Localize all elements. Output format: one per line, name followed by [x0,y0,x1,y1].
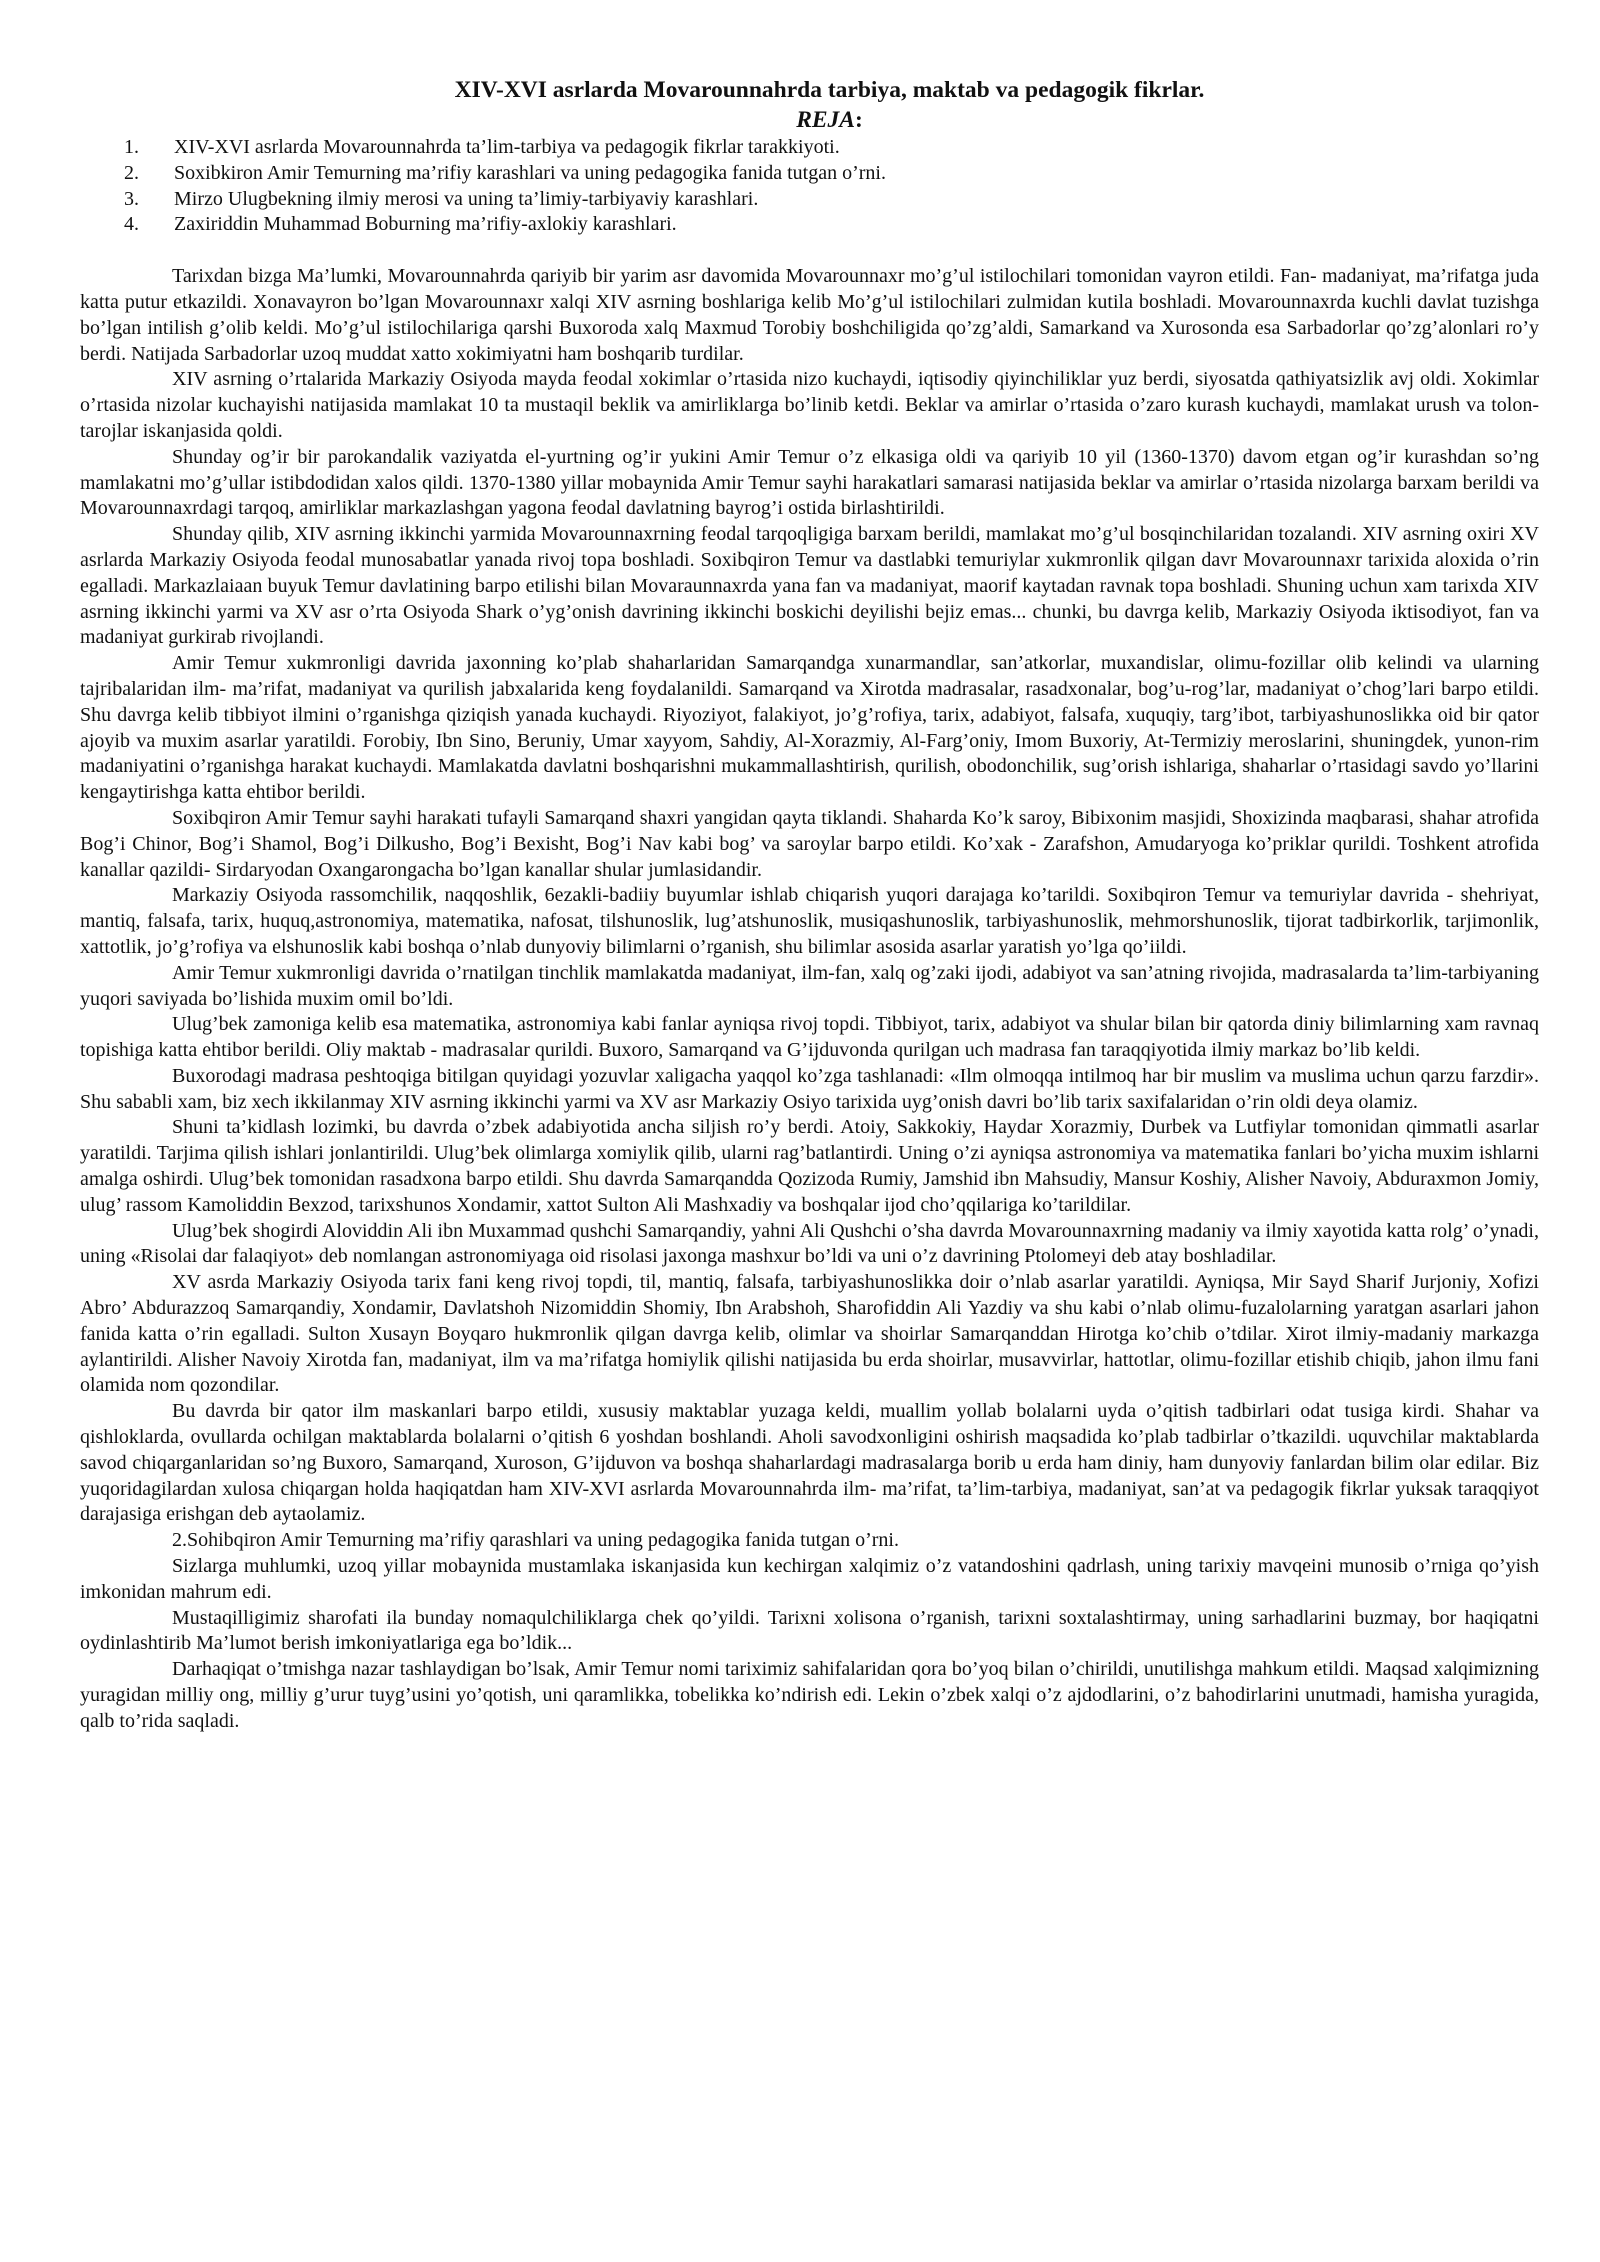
plan-item-number: 2. [124,161,139,184]
plan-item [80,212,1539,238]
document-title: XIV-XVI asrlarda Movarounnahrda tarbiya, maktab va pedagogik fikrlar. [454,77,1205,103]
section-heading: 2.Sohibqiron Amir Temurning ma’rifiy qarashlari va uning pedagogika fanida tutgan o’rni. [172,1529,899,1552]
plan-heading [120,105,1539,135]
plan-item-number: 1. [124,136,139,158]
plan-item [80,135,1539,161]
body-paragraph: Tarixdan bizga Ma’lumki, Movarounnahrda qariyib bir yarim asr davomida Movarounnaxr mo’g’ul istilochilari tomonidan vayron etildi. Fan- madaniyat, ma’rifatga juda katta putur etkazildi. Xonavayron bo’lgan Movarounnaxr xalqi XIV asrning boshlariga kelib Mo’g’ul istilochilari zulmidan kutila boshladi. Movarounnaxrda kuchli davlat tuzishga bo’lgan intilish g’olib keldi. Mo’g’ul istilochilariga qarshi Buxoroda xalq Maxmud Torobiy boshchiligida qo’zg’aldi, Samarkand va Xurosonda esa Sarbadorlar qo’zg’alonlari ro’y berdi. Natijada Sarbadorlar uzoq muddat xatto xokimiyatni ham boshqarib turdilar. [80,265,1539,365]
body-paragraph: Mustaqilligimiz sharofati ila bunday nomaqulchiliklarga chek qo’yildi. Tarixni xolisona o’rganish, tarixni soxtalashtirmay, uning sarhadlarini buzmay, bor haqiqatni oydinlashtirib Ma’lumot berish imkoniyatlariga ega bo’ldik... [80,1606,1539,1655]
body-paragraph: XIV asrning o’rtalarida Markaziy Osiyoda mayda feodal xokimlar o’rtasida nizo kuchaydi, iqtisodiy qiyinchiliklar yuz berdi, siyosatda qathiyatsizlik avj oldi. Xokimlar o’rtasida nizolar kuchayishi natijasida mamlakat 10 ta mustaqil beklik va amirliklarga bo’linib ketdi. Beklar va amirlar o’rtasida o’zaro kurash kuchaydi, mamlakat urush va tolon-tarojlar iskanjasida qoldi. [80,368,1539,442]
body-paragraph: XV asrda Markaziy Osiyoda tarix fani keng rivoj topdi, til, mantiq, falsafa, tarbiyashunoslikka doir o’nlab asarlar yaratildi. Ayniqsa, Mir Sayd Sharif Jurjoniy, Xofizi Abro’ Abdurazzoq Samarqandiy, Xondamir, Davlatshoh Nizomiddin Shomiy, Ibn Arabshoh, Sharofiddin Ali Yazdiy va shu kabi o’nlab olimu-fuzalolarning yaratgan asarlari jahon fanida katta o’rin egalladi. Sulton Xusayn Boyqaro hukmronlik qilgan davrga kelib, olimlar va shoirlar Samarqanddan Hirotga ko’chib o’tdilar. Xirot ilmiy-madaniy markazga aylantirildi. Alisher Navoiy Xirotda fan, madaniyat, ilm va ma’rifatga homiylik qilishi natijasida bu erda shoirlar, musavvirlar, hattotlar, olimu-fozillar etishib chiqib, jahon ilmu fani olamida nom qozondilar. [80,1271,1539,1397]
plan-heading-text: REJA [796,107,855,133]
body-paragraph: Shunday qilib, XIV asrning ikkinchi yarmida Movarounnaxrning feodal tarqoqligiga barxam berildi, mamlakat mo’g’ul bosqinchilaridan tozalandi. XIV asrning oxiri XV asrlarda Markaziy Osiyoda feodal munosabatlar yanada rivoj topa boshladi. Soxibqiron Temur va dastlabki temuriylar xukmronlik qilgan davr Movarounnaxr tarixida aloxida o’rin egalladi. Markazlaiaan buyuk Temur davlatining barpo etilishi bilan Movaraunnaxrda yana fan va madaniyat, maorif kaytadan ravnak topa boshladi. Shuning uchun xam tarixda XIV asrning ikkinchi yarmi va XV asr o’rta Osiyoda Shark o’yg’onish davrining ikkinchi boskichi deyilishi bejiz emas... chunki, bu davrga kelib, Markaziy Osiyoda iktisodiyot, fan va madaniyat gurkirab rivojlandi. [80,523,1539,649]
plan-item-text: XIV-XVI asrlarda Movarounnahrda ta’lim-tarbiya va pedagogik fikrlar tarakkiyoti. [174,136,840,158]
document-page [80,75,1539,1735]
plan-item-text: Soxibkiron Amir Temurning ma’rifiy karashlari va uning pedagogika fanida tutgan o’rni. [174,161,886,184]
body-paragraph: Markaziy Osiyoda rassomchilik, naqqoshlik, 6ezakli-badiiy buyumlar ishlab chiqarish yuqori darajaga ko’tarildi. Soxibqiron Temur va temuriylar davrida - shehriyat, mantiq, falsafa, tarix, huquq,astronomiya, matematika, nafosat, tilshunoslik, lug’atshunoslik, musiqashunoslik, tarbiyashunoslik, mehmorshunoslik, tijorat tadbirkorlik, tarjimonlik, xattotlik, jo’g’rofiya va elshunoslik kabi boshqa o’nlab dunyoviy bilimlarni o’rganish, shu bilimlar asosida asarlar yaratish yo’lga qo’iildi. [80,884,1539,958]
body-paragraph: Amir Temur xukmronligi davrida jaxonning ko’plab shaharlaridan Samarqandga xunarmandlar, san’atkorlar, muxandislar, olimu-fozillar olib kelindi va ularning tajribalaridan ilm- ma’rifat, madaniyat va qurilish jabxalarida keng foydalanildi. Samarqand va Xirotda madrasalar, rasadxonalar, bog’u-rog’lar, madaniyat o’chog’lari barpo etildi. Shu davrga kelib tibbiyot ilmini o’rganishga qiziqish yanada kuchaydi. Riyoziyot, falakiyot, jo’g’rofiya, tarix, adabiyot, falsafa, xuquqiy, targ’ibot, tarbiyashunoslikka oid bir qator ajoyib va muxim asarlar yaratildi. Forobiy, Ibn Sino, Beruniy, Umar xayyom, Sahdiy, Al-Xorazmiy, Al-Farg’oniy, Imom Buxoriy, At-Termiziy meroslarini, shuningdek, yunon-rim madaniyatini o’rganishga harakat kuchaydi. Mamlakatda davlatni boshqarishni mukammallashtirish, qurilish, obodonchilik, sug’orish ishlariga, shaharlar o’rtasidagi savdo yo’llarini kengaytirishga katta ehtibor berildi. [80,652,1539,804]
plan-item-text: Mirzo Ulugbekning ilmiy merosi va uning ta’limiy-tarbiyaviy karashlari. [174,187,759,210]
body-paragraph: Ulug’bek shogirdi Aloviddin Ali ibn Muxammad qushchi Samarqandiy, yahni Ali Qushchi o’sha davrda Movarounnaxrning madaniy va ilmiy xayotida katta rolg’ o’ynadi, uning «Risolai dar falaqiyot» deb nomlangan astronomiyaga oid risolasi jaxonga mashxur bo’ldi va uni o’z davrining Ptolomeyi deb atay boshladilar. [80,1219,1539,1268]
plan-list [80,135,1539,238]
body-paragraph: Shuni ta’kidlash lozimki, bu davrda o’zbek adabiyotida ancha siljish ro’y berdi. Atoiy, Sakkokiy, Haydar Xorazmiy, Durbek va Lutfiylar tomonidan qimmatli asarlar yaratildi. Tarjima qilish ishlari jonlantirildi. Ulug’bek olimlarga xomiylik qilib, ularni rag’batlantirdi. Uning o’zi ayniqsa astronomiya va matematika fanlari bo’yicha muxim ishlarni amalga oshirdi. Ulug’bek tomonidan rasadxona barpo etildi. Shu davrda Samarqandda Qozizoda Rumiy, Jamshid ibn Mahsudiy, Mansur Koshiy, Alisher Navoiy, Abduraxmon Jomiy, ulug’ rassom Kamoliddin Bexzod, tarixshunos Xondamir, xattot Sulton Ali Mashxadiy va boshqalar ijod cho’qqilariga ko’tarildilar. [80,1116,1539,1216]
body-paragraph: Ulug’bek zamoniga kelib esa matematika, astronomiya kabi fanlar ayniqsa rivoj topdi. Tibbiyot, tarix, adabiyot va shular bilan bir qatorda diniy bilimlarning xam ravnaq topishiga katta ehtibor berildi. Oliy maktab - madrasalar qurildi. Buxoro, Samarqand va G’ijduvonda qurilgan uch madrasa fan taraqqiyotida ilmiy markaz bo’lib keldi. [80,1013,1539,1062]
plan-item-number: 3. [124,187,139,210]
body-paragraph: Bu davrda bir qator ilm maskanlari barpo etildi, xususiy maktablar yuzaga keldi, muallim yollab bolalarni uyda o’qitish tadbirlari odat tusiga kirdi. Shahar va qishloklarda, ovullarda ochilgan maktablarda bolalarni o’qitish 6 yoshdan boshlandi. Aholi savodxonligini oshirish maqsadida ko’plab tadbirlar o’tkazildi. uquvchilar maktablarda savod chiqarganlaridan so’ng Buxoro, Samarqand, Xuroson, G’ijduvon va boshqa shaharlardagi madrasalarga borib u erda ham diniy, ham dunyoviy fanlardan bilim olar edilar. Biz yuqoridagilardan xulosa chiqargan holda haqiqatdan ham XIV-XVI asrlarda Movarounnahrda ilm- ma’rifat, ta’lim-tarbiya, madaniyat, san’at va pedagogik fikrlar yuksak taraqqiyot darajasiga erishgan deb aytaolamiz. [80,1400,1539,1526]
plan-item-number: 4. [124,213,139,236]
body-paragraph: Shunday og’ir bir parokandalik vaziyatda el-yurtning og’ir yukini Amir Temur o’z elkasiga oldi va qariyib 10 yil (1360-1370) davom etgan og’ir kurashdan so’ng mamlakatni mo’g’ullar istibdodidan xalos qildi. 1370-1380 yillar mobaynida Amir Temur sayhi harakatlari samarasi natijasida beklar va amirlar o’rtasida nizolarga barxam berildi va Movarounnaxrdagi tarqoq, amirliklar markazlashgan yagona feodal davlatning bayrog’i ostida birlashtirildi. [80,445,1539,520]
document-body [80,264,1539,1734]
body-paragraph: Soxibqiron Amir Temur sayhi harakati tufayli Samarqand shaxri yangidan qayta tiklandi. Shaharda Ko’k saroy, Bibixonim masjidi, Shoxizinda maqbarasi, shahar atrofida Bog’i Chinor, Bog’i Shamol, Bog’i Dilkusho, Bog’i Bexisht, Bog’i Nav kabi bog’ va saroylar barpo etildi. Ko’xak - Zarafshon, Amudaryoga ko’priklar qurildi. Toshkent atrofida kanallar qazildi- Sirdaryodan Oxangarongacha bo’lgan kanallar shular jumlasidandir. [80,806,1539,881]
plan-item [80,161,1539,187]
plan-item [80,187,1539,213]
plan-item-text: Zaxiriddin Muhammad Boburning ma’rifiy-axlokiy karashlari. [174,213,677,236]
body-paragraph: Amir Temur xukmronligi davrida o’rnatilgan tinchlik mamlakatda madaniyat, ilm-fan, xalq og’zaki ijodi, adabiyot va san’atning rivojida, madrasalarda ta’lim-tarbiyaning yuqori saviyada bo’lishida muxim omil bo’ldi. [80,961,1539,1010]
body-paragraph: Buxorodagi madrasa peshtoqiga bitilgan quyidagi yozuvlar xaligacha yaqqol ko’zga tashlanadi: «Ilm olmoqqa intilmoq har bir muslim va muslima uchun qarzu farzdir». Shu sababli xam, biz xech ikkilanmay XIV asrning ikkinchi yarmi va XV asr Markaziy Osiyo tarixida uyg’onish davri bo’lib tarix saxifalaridan o’rin oldi deya olamiz. [80,1064,1539,1113]
body-paragraph: Sizlarga muhlumki, uzoq yillar mobaynida mustamlaka iskanjasida kun kechirgan xalqimiz o’z vatandoshini qadrlash, uning tarixiy mavqeini munosib o’rniga qo’yish imkonidan mahrum edi. [80,1555,1539,1603]
plan-heading-colon: : [854,107,863,133]
body-paragraph: Darhaqiqat o’tmishga nazar tashlaydigan bo’lsak, Amir Temur nomi tariximiz sahifalaridan qora bo’yoq bilan o’chirildi, unutilishga mahkum etildi. Maqsad xalqimizning yuragidan milliy ong, milliy g’urur tuyg’usini yo’qotish, uni qaramlikka, tobelikka ko’ndirish edi. Lekin o’zbek xalqi o’z ajdodlarini, o’z bahodirlarini unutmadi, hamisha yuragida, qalb to’rida saqladi. [80,1658,1539,1732]
